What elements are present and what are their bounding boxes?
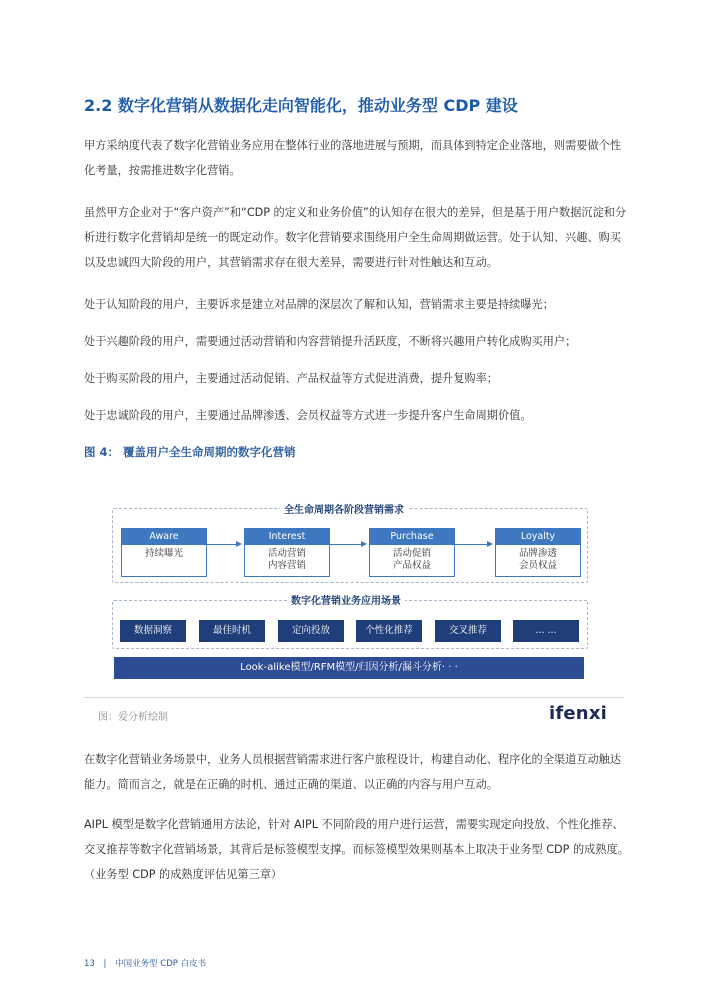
lifecycle-needs-title: 全生命周期各阶段营销需求 [280,501,408,516]
footer-separator: | [103,959,107,969]
scenario-personalized-recommendation: 个性化推荐 [356,620,422,642]
stage-loyalty-need-1: 品牌渗透 [518,548,557,559]
figure-caption: 图 4： 覆盖用户全生命周期的数字化营销 [84,445,296,459]
paragraph-8: AIPL 模型是数字化营销通用方法论，针对 AIPL 不同阶段的用户进行运营，需要实现定向投放、个性化推荐、交叉推荐等数字化营销场景，其背后是标签模型支撑。而标签模型效果则基本上取决于业务型 CDP 的成熟度。（业务型 CDP 的成熟度评估见第三章） [84,818,629,881]
stage-purchase-name: Purchase [370,529,454,545]
scenario-more: ... ... [513,620,579,642]
paragraph-2: 虽然甲方企业对于“客户资产”和“CDP 的定义和业务价值”的认知存在很大的差异，但是基于用户数据沉淀和分析进行数字化营销却是统一的既定动作。数字化营销要求围绕用户全生命周期做运营。处于认知、兴趣、购买以及忠诚四大阶段的用户，其营销需求存在很大差异，需要进行针对性触达和互动。 [84,206,627,269]
paragraph-4: 处于兴趣阶段的用户，需要通过活动营销和内容营销提升活跃度，不断将兴趣用户转化成购买用户； [84,335,577,348]
stage-interest-need-2: 内容营销 [267,560,306,571]
arrow-icon [207,544,237,545]
page-footer [84,957,206,969]
figure-separator [84,697,624,698]
section-title: 2.2 数字化营销从数据化走向智能化，推动业务型 CDP 建设 [84,96,518,115]
stage-loyalty-need-2: 会员权益 [518,560,557,571]
scenario-data-insight: 数据洞察 [120,620,186,642]
arrow-icon [330,544,362,545]
ifenxi-logo: ifenxi [549,703,608,724]
scenario-best-timing: 最佳时机 [199,620,265,642]
stage-interest-name: Interest [245,529,329,545]
paragraph-6: 处于忠诚阶段的用户，主要通过品牌渗透、会员权益等方式进一步提升客户生命周期价值。 [84,409,532,422]
arrow-icon [455,544,488,545]
document-title: 中国业务型 CDP 白皮书 [115,959,207,969]
lifecycle-figure [84,490,632,700]
paragraph-5: 处于购买阶段的用户，主要通过活动促销、产品权益等方式促进消费，提升复购率； [84,372,498,385]
stage-aware-name: Aware [122,529,206,545]
page-number: 13 [84,959,95,969]
stage-loyalty-name: Loyalty [496,529,580,545]
scenario-targeted-delivery: 定向投放 [278,620,344,642]
paragraph-1: 甲方采纳度代表了数字化营销业务应用在整体行业的落地进展与预期，而具体到特定企业落地，则需要做个性化考量，按需推进数字化营销。 [84,139,622,177]
stage-aware-need-1: 持续曝光 [144,548,183,559]
figure-source: 图：爱分析绘制 [98,712,168,723]
stage-interest-need-1: 活动营销 [267,548,306,559]
stage-purchase [369,528,455,577]
paragraph-3: 处于认知阶段的用户，主要诉求是建立对品牌的深层次了解和认知，营销需求主要是持续曝光； [84,298,554,311]
paragraph-7: 在数字化营销业务场景中，业务人员根据营销需求进行客户旅程设计，构建自动化、程序化的全渠道互动触达能力。简而言之，就是在正确的时机、通过正确的渠道、以正确的内容与用户互动。 [84,753,622,791]
stage-purchase-need-1: 活动促销 [392,548,431,559]
scenarios-title: 数字化营销业务应用场景 [287,592,405,607]
stage-aware [121,528,207,577]
models-bar: Look-alike模型/RFM模型/归因分析/漏斗分析· · · [114,657,584,679]
scenario-cross-recommendation: 交叉推荐 [435,620,501,642]
stage-purchase-need-2: 产品权益 [392,560,431,571]
stage-loyalty [495,528,581,577]
stage-interest [244,528,330,577]
